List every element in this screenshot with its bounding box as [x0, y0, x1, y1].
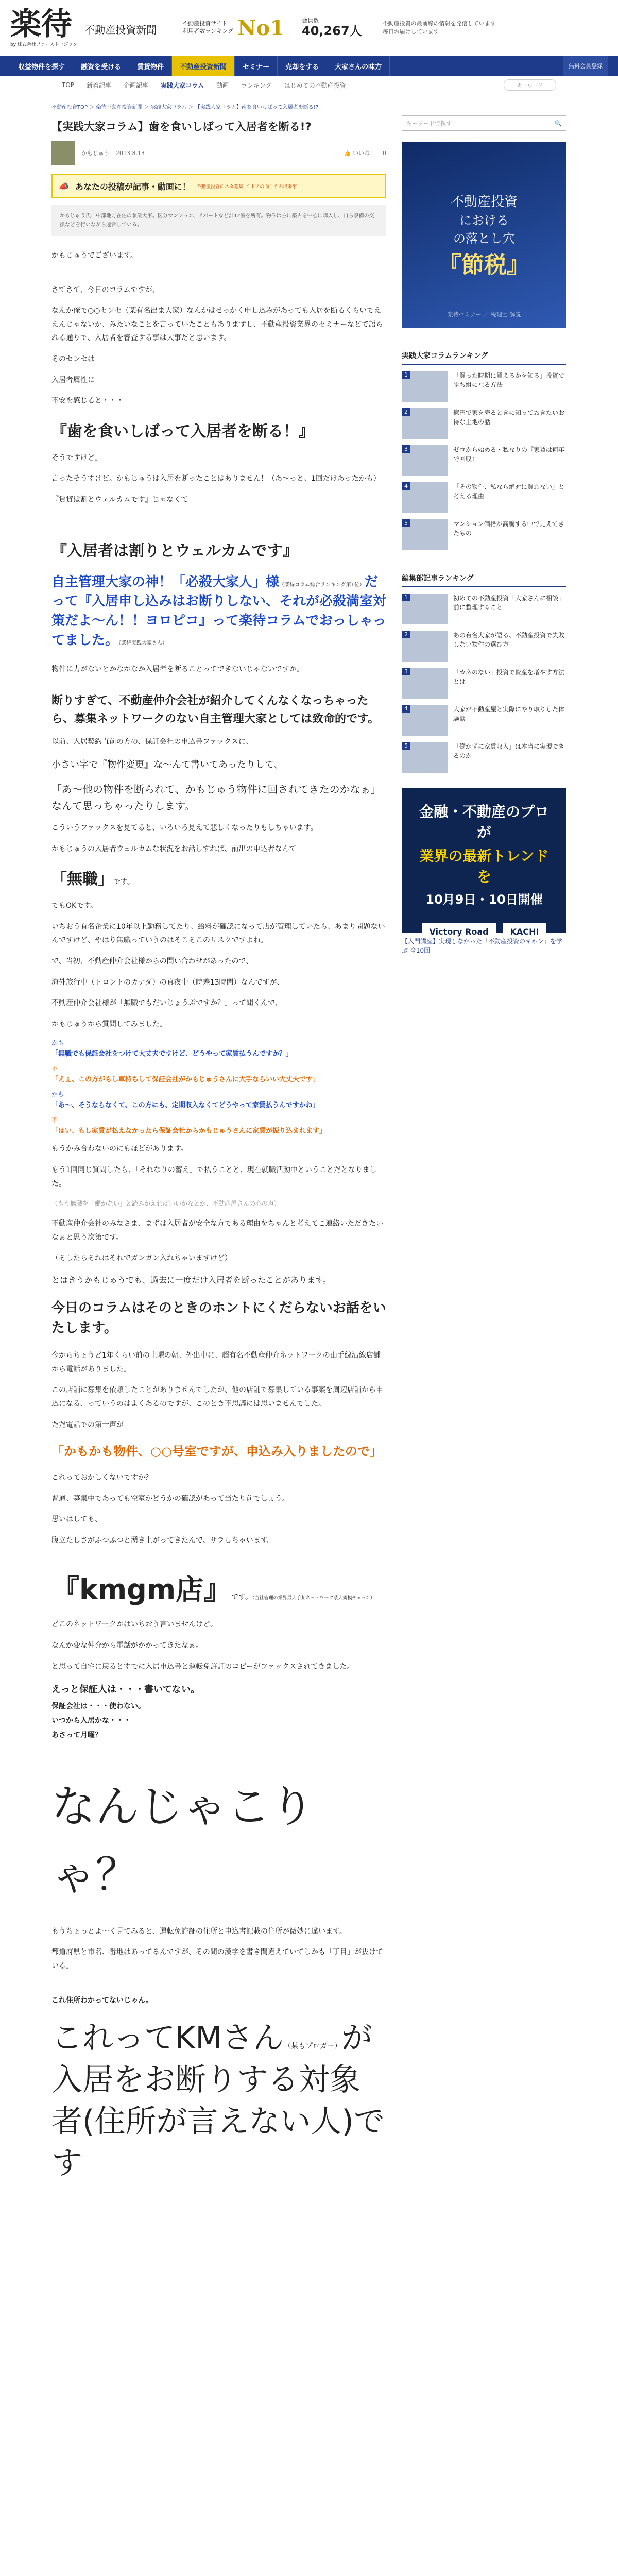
rank-number: 4 [402, 705, 410, 713]
sub-nav [0, 76, 618, 94]
subnav-column[interactable]: 実践大家コラム [161, 81, 204, 89]
sidebar-search-input[interactable] [402, 115, 566, 131]
mushoku-text: 「無職」 [52, 870, 113, 889]
rank-number: 1 [402, 594, 410, 601]
para-36: なんか変な仲介から電話がかかってきたなぁ。 [52, 1641, 203, 1650]
para-34: 腹立たしさがふつふつと湧き上がってきたんで、サラしちゃいます。 [52, 1536, 274, 1545]
emph-application: 「かもかも物件、○○号室ですが、申込み入りましたので」 [52, 1444, 382, 1459]
banner-line-4: 楽待セミナー ／ 税理士 解説 [447, 311, 521, 318]
para-sensei: そのセンセは [52, 354, 95, 363]
ranking-thumbnail [402, 742, 448, 773]
ad-line-2: 業界の最新トレンドを [419, 848, 549, 885]
column-ranking-heading: 実践大家コラムランキング [402, 350, 566, 365]
ranking-thumbnail [402, 371, 448, 402]
para-35: どこのネットワークかはいちおう言いませんけど。 [52, 1620, 217, 1629]
main-nav [0, 56, 618, 76]
emph-hissatsu [52, 573, 386, 651]
article-meta [52, 141, 386, 165]
thumbs-up-icon: 👍 [344, 150, 351, 157]
subnav-beginner[interactable]: はじめての不動産投資 [284, 81, 346, 89]
para-sensei-2: 入居者属性に [52, 376, 95, 384]
ranking-title: 「買った時期に買えるかを知る」投資で勝ち組になる方法 [453, 372, 565, 388]
editorial-ranking-item[interactable] [402, 668, 566, 699]
para-10: 物件に力がないとかなかなか入居者を断ることってできないじゃないですか。 [52, 665, 304, 674]
ranking-thumbnail [402, 631, 448, 662]
para-12: 以前、入居契約直前の方の、保証会社の申込書ファックスに、 [52, 738, 253, 747]
editorial-ranking-item[interactable] [402, 594, 566, 624]
member-count [302, 17, 362, 39]
column-ranking-item[interactable] [402, 445, 566, 476]
ranking-title: 「働かずに家賃収入」は本当に実現できるのか [453, 743, 565, 759]
para-24-aside: （もう無職を「働かない」と読みかえればいいかなとか、不動産屋さんの心の声） [52, 1200, 281, 1208]
breadcrumb[interactable]: 不動産投資TOP ＞ 楽待不動産投資新聞 ＞ 実践大家コラム ＞ 【実践大家コラム】歯を食いしばって入居者を断る!? [52, 105, 319, 110]
para-9: 『賃貸は割とウェルカムです』じゃなくて [52, 495, 188, 504]
column-ranking-item[interactable] [402, 408, 566, 439]
article-title: 【実践大家コラム】歯を食いしばって入居者を断る!? [52, 121, 312, 133]
rank-text: 不動産投資サイト 利用者数ランキング [182, 20, 233, 35]
share-count: 0 [383, 149, 386, 157]
para-18: いちおう有名企業に10年以上勤務してたり、給料が確認になって店が管理していたら、あまり問題ないんですけど、やはり無職っていうのはそこそこのリスクですよね。 [52, 922, 385, 945]
cta-note: 不動産投資のネタ募集 ／ ドアの向こうの出来事 [196, 184, 297, 190]
para-23: もうかみ合わないのにもほどがあります。 [52, 1145, 188, 1154]
para-22: かもじゅうから質問してみました。 [52, 1020, 167, 1028]
ranking-thumbnail [402, 519, 448, 550]
header-tagline: 不動産投資の最前線の情報を発信しています 毎日お届けしています [382, 20, 496, 35]
dialog-label-fu-1: 不 [52, 1065, 58, 1073]
nav-item-buy[interactable]: 収益物件を探す [10, 56, 73, 76]
article-date: 2013.8.13 [116, 149, 145, 157]
dialog-kamo-2: 「あ～、そうならなくて、この方にも、定期収入なくてどうやって家賃払うんですかね」 [52, 1101, 319, 1110]
checklist-company: 保証会社は・・・使わない。 [52, 1702, 145, 1711]
ranking-title: マンション価格が高騰する中で見えてきたもの [453, 520, 564, 537]
rank-number: 3 [402, 668, 410, 675]
author-avatar[interactable] [52, 141, 75, 165]
ranking-title: 億円で家を売るときに知っておきたいお得な土地の話 [453, 409, 565, 426]
para-intro-2: なんか俺で○○センセ（某有名出ま大家）なんかはせっかく申し込みがあっても入居を断るくらいでええんじゃないか、みたいなことを言っていたこともありますし、不動産投資業界のセミナーなどで語られる通りで、入居者を審査する事は大事だと思います。 [52, 307, 383, 343]
emph-hissatsu-text-2: だって『入居申し込みはお断りしない、それが必殺満室対策だよ～ん！！ヨロピコ』って楽待コラムでおっしゃってました。 [52, 574, 387, 648]
para-32: 普通、募集中であっても空室かどうかの確認があって当たり前でしょう。 [52, 1494, 289, 1503]
share-area [344, 149, 386, 157]
nav-item-landlord[interactable]: 大家さんの味方 [327, 56, 390, 76]
para-7: そうですけど。 [52, 453, 102, 462]
no1-badge: No1 [237, 15, 285, 40]
emph-km-text-2: が入居をお断りする対象者(住所が言えない人)です [52, 2020, 385, 2182]
kmgm-note: （当社管理の業界最大手某ネットワーク系大規模チェーン） [252, 1596, 375, 1601]
nav-spacer [390, 56, 563, 76]
ranking-title: ゼロから始める・私なりの『家賃は何年で回収』 [453, 446, 565, 463]
subnav-search-input[interactable]: キーワード [504, 79, 556, 91]
checklist-guarantor: えっと保証人は・・・書いてない。 [52, 1684, 200, 1696]
column-ranking-item[interactable] [402, 519, 566, 550]
para-26: （そしたらそれはそれでガンガン入れちゃいますけど） [52, 1254, 232, 1263]
ad-logo-2: KACHI [503, 923, 546, 941]
nav-item-seminar[interactable]: セミナー [235, 56, 278, 76]
para-30: ただ電話での第一声が [52, 1420, 124, 1429]
para-28: 今からちょうど1年くらい前の土曜の朝、外出中に、超有名不動産仲介ネットワークの山手線沿線店舗から電話がありました。 [52, 1351, 381, 1374]
para-8: 言ったそうすけど。かもじゅうは入居を断ったことはありません！（あ～っと、1回だけあったかも） [52, 474, 381, 483]
dialog-fu-2: 「はい、もし家賃が払えなかったら保証会社からかもじゅうさんに家賃が振り込まれます」 [52, 1127, 327, 1136]
member-count-label: 会員数 [302, 17, 319, 24]
banner-line-3: における の落とし穴 [453, 213, 515, 246]
dialog-label-fu-2: 不 [52, 1116, 58, 1124]
para-25: 不動産仲介会社のみなさま、まずは入居者が安全な方である理由をちゃんと考えてこ連絡いただきたいなぁと思う次第です。 [52, 1219, 383, 1242]
nav-item-news[interactable]: 不動産投資新聞 [172, 56, 235, 76]
nav-item-loan[interactable]: 融資を受ける [73, 56, 129, 76]
rank-number: 4 [402, 482, 410, 490]
sidebar-search-placeholder: キーワードで探す [406, 120, 452, 127]
para-40: これ住所わかってないじゃん。 [52, 1996, 153, 2005]
kmgm-shop [52, 1568, 386, 1607]
dialog-label-kamo-2: かも [52, 1091, 64, 1098]
ad-line-1: 金融・不動産のプロが [419, 803, 549, 841]
para-38: もうちょっとよ～く見てみると、運転免許証の住所と申込書記載の住所が微妙に違います。 [52, 1927, 347, 1936]
mushoku [52, 866, 386, 889]
ranking-title: 「その物件、私なら絶対に買わない」と考える理由 [453, 483, 565, 500]
ranking-thumbnail [402, 445, 448, 476]
para-20: 海外旅行中（トロントのカナダ）の真夜中（時差13時間）なんですが、 [52, 978, 284, 987]
site-header [0, 0, 618, 56]
seminar-banner[interactable] [402, 142, 566, 328]
emph-today: 今日のコラムはそのときのホントにくだらないお話をいたします。 [52, 1300, 386, 1336]
editorial-ranking-item[interactable] [402, 631, 566, 662]
dialog-kamo-1: 「無職でも保証会社をつけて大丈夫ですけど、どうやって家賃払うんですか？」 [52, 1050, 293, 1058]
mushoku-suffix: です。 [113, 878, 134, 887]
logo-subtext: by 株式会社ファーストロジック [10, 42, 78, 47]
rank-number: 3 [402, 445, 410, 453]
dialog-fu-1: 「えぇ、この方がもし車持ちして保証会社がかもじゅうさんに大手ならいい大丈夫です」 [52, 1076, 320, 1084]
subnav-top[interactable]: TOP [62, 81, 75, 89]
page-layout [0, 115, 618, 2195]
emph-hissatsu-note-2: （楽待実践大家さん） [118, 640, 168, 646]
sidebar [402, 115, 566, 2195]
member-count-value: 40,267人 [302, 24, 362, 39]
megaphone-icon: 📣 [59, 181, 69, 191]
para-greeting: かもじゅうでございます。 [52, 251, 138, 260]
editorial-ranking-heading: 編集部記事ランキング [402, 573, 566, 587]
rank-number: 5 [402, 742, 410, 750]
column-ranking-item[interactable] [402, 482, 566, 513]
nav-item-sell[interactable]: 売却をする [278, 56, 327, 76]
ad-caption-link[interactable]: 【入門講座】実現しなかった「不動産投資のキホン」を学ぶ 全10回 [402, 938, 563, 954]
dialog-label-kamo-1: かも [52, 1039, 64, 1047]
para-37: と思って自宅に戻るとすでに入居申込書と運転免許証のコピーがファックスされてきました。 [52, 1662, 354, 1671]
author-profile: かもじゅう氏：中部地方在住の兼業大家。区分マンション、アパートなど計12室を所有。物件は主に築古を中心に購入し、自ら設備の交換などを行いながら運営している。 [52, 205, 386, 236]
ranking-thumbnail [402, 594, 448, 624]
emph-hissatsu-text: 自主管理大家の神！「必殺大家人」様 [52, 574, 280, 590]
para-19: で、当初、不動産仲介会社様からの問い合わせがあったので、 [52, 957, 253, 965]
para-29: この店舗に募集を依頼したことがありませんでしたが、他の店舗で募集している事案を周辺店舗から申込になる、っていうのはよくあるのですが、このとき不思議には思いませんでした。 [52, 1386, 383, 1408]
rank-number: 1 [402, 371, 410, 379]
column-ranking-item[interactable] [402, 371, 566, 402]
ranking-title: あの有名大家が語る、不動産投資で失敗しない物件の選び方 [453, 632, 565, 648]
subnav-new[interactable]: 新着記事 [87, 81, 112, 89]
register-button[interactable]: 無料会員登録 [563, 56, 608, 76]
quote-welcome: 『入居者は割りとウェルカムです』 [52, 541, 298, 560]
kmgm-text: 『kmgm店』 [52, 1573, 232, 1606]
nav-item-rent[interactable]: 賃貸物件 [129, 56, 172, 76]
ranking-thumbnail [402, 668, 448, 699]
site-logo[interactable] [10, 6, 78, 47]
cta-text: あなたの投稿が記事・動画に！ [75, 182, 191, 192]
ranking-title: 初めての不動産投資「大家さんに相談」前に整理すること [453, 595, 565, 611]
rank-number: 2 [402, 631, 410, 638]
ranking-thumbnail [402, 705, 448, 736]
para-14: 「あ～他の物件を断られて、かもじゅう物件に回されてきたのかなぁ」なんて思っちゃったりします。 [52, 783, 381, 812]
para-sensei-3: 不安を感じると・・・ [52, 397, 124, 405]
search-icon[interactable]: 🔍 [555, 120, 562, 127]
para-39: 都道府県と市名、番地はあってるんですが、その間の漢字を書き間違えていてしかも「丁目」が抜けている。 [52, 1948, 383, 1970]
para-21: 不動産仲介会社様が「無職でもだいじょうぶですか？」って聞くんで、 [52, 999, 282, 1008]
para-27: とはきうかもじゅうでも、過去に一度だけ入居者を断ったことがあります。 [52, 1275, 331, 1285]
subnav-ranking[interactable]: ランキング [241, 81, 272, 89]
checklist-move-in: いつから入居かな・・・ [52, 1717, 131, 1725]
post-cta-banner[interactable] [52, 174, 386, 198]
author-name[interactable]: かもじゅう [81, 150, 110, 157]
emph-km-refuse [52, 2018, 386, 2184]
rank-number: 2 [402, 408, 410, 416]
para-16: かもじゅうの入居者ウェルカムな状況をお話しすれば、前出の申込者なんて [52, 844, 297, 853]
ad-logo-1: Victory Road [422, 923, 495, 941]
like-button[interactable] [344, 149, 375, 157]
para-33: 思いはしても、 [52, 1515, 102, 1524]
banner-line-2: 『節税』 [439, 251, 529, 278]
subnav-video[interactable]: 動画 [216, 81, 229, 89]
emph-km-note: （某もプロガー） [284, 2042, 342, 2051]
para-11: 断りすぎて、不動産仲介会社が紹介してくんなくなっちゃったら、募集ネットワークのない自主管理大家としては致命的です。 [52, 694, 380, 726]
editorial-ranking-item[interactable] [402, 705, 566, 736]
ranking-thumbnail [402, 408, 448, 439]
rank-number: 5 [402, 519, 410, 527]
para-17: でもOKです。 [52, 902, 98, 910]
para-13: 小さい字で『物件変更』な～んて書いてあったりして、 [52, 759, 283, 770]
ranking-title: 「カネのない」投資で資産を増やす方法とは [453, 669, 565, 685]
brand-title: 不動産投資新聞 [84, 23, 157, 36]
emph-hissatsu-note: （楽待コラム総合ランキング第1位） [279, 582, 365, 588]
like-label: いいね！ [353, 150, 375, 157]
ad-line-3: 10月9日・10日開催 [425, 892, 543, 907]
kmgm-suffix: です。 [231, 1593, 252, 1602]
article [52, 115, 386, 2195]
banner-line-1: 不動産投資 [450, 194, 518, 210]
subnav-feature[interactable]: 企画記事 [124, 81, 149, 89]
emph-km-text: これってKMさん [52, 2020, 284, 2057]
logo-text: 楽待 [10, 6, 72, 42]
para-31: これっておかしくないですか？ [52, 1473, 152, 1482]
para-15: こういうファックスを見てると、いろいろ見えて悲しくなったりもしちゃいます。 [52, 824, 318, 833]
emph-nanjakorya: なんじゃこりゃ？ [52, 1782, 315, 1901]
editorial-ranking-item[interactable] [402, 742, 566, 773]
quote-refuse: 『歯を食いしばって入居者を断る！』 [52, 422, 314, 440]
checklist-monday: あさって月曜？ [52, 1731, 102, 1740]
event-ad-banner[interactable] [402, 788, 566, 937]
para-24: もう1回同じ質問したら、「それなりの蓄え」で払うことと、現在就職活動中ということだとなりました。 [52, 1165, 377, 1188]
ranking-title: 大家が不動産屋と実際にやり取りした体験談 [453, 706, 565, 722]
ranking-thumbnail [402, 482, 448, 513]
para-intro: さてさて、今日のコラムですが、 [52, 285, 160, 294]
